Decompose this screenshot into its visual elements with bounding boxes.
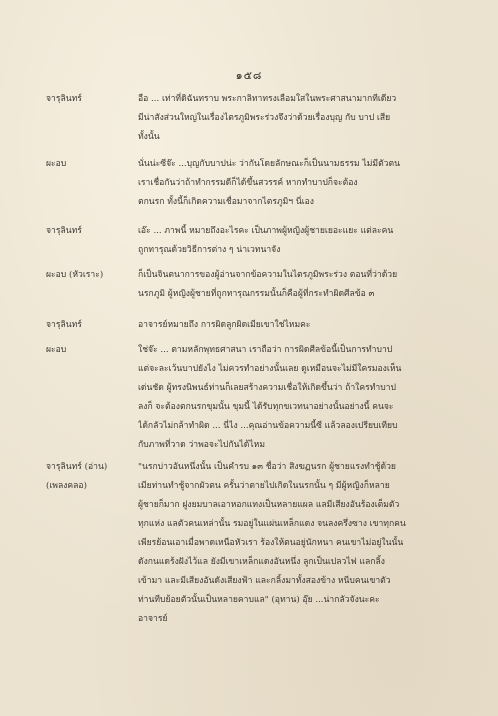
speaker-name: ผะอบ (หัวเราะ) — [46, 270, 104, 280]
speaker-name: จารุลินทร์ (อ่าน) (เพลงคลอ) — [46, 462, 108, 491]
speech-text: อาจารย์หมายถึง การผิดลูกผิดเมียเขาใช่ไหมคะ — [138, 320, 311, 330]
speaker-name: จารุลินทร์ — [46, 226, 82, 236]
speaker-name: จารุลินทร์ — [46, 320, 82, 330]
speech-text: "นรกบ่าวอันหนึ่งนั้น เป็นคำรบ ๑๓ ชื่อว่า สิงฆฏนรก ผู้ชายแรงทำชู้ด้วย เมียท่านทำชู้จากผัวตน ครั้นว่าตายไปเกิดในนรกนั้น ๆ มีผู้หญิงก็หลาย ผู้ชายก็มาก ฝูงยมบาลเอาหอกแทงเป็นหลายแผล แลมีเสียงอันร้องเต็มตัว ทุกแห่ง แลตัวคนเหล่านั้น รมอยู่ในแผ่นเหล็กแดง จนลงครึ่งซาง เขาทุกคน เพียรย้อนเอาเมื่อพาดเหนือหัวเรา ร้องให้ตนอยู่นักหนา คนเขาไม่อยู่ในนั้น ดังกนแดร้งฝังไว้แล ยังมีเขาเหล็กแดงอันหนึ่ง ลูกเป็นเปลวไฟ แลกลิ้ง เข้ามา และมีเสียงอันดังเสียงฟ้า และกลิ้งมาทั้งสองข้าง หนีบคนเขาตัว ท่านทีบย้อยตัวนั้นเป็นหลายคาบแล" (อุทาน) อุ๊ย ...น่ากลัวจังนะคะ อาจารย์ — [138, 462, 406, 624]
speech-text: อือ ... เท่าที่ดิฉันทราบ พระกาลิทาทรงเลือมใสในพระศาสนามากทีเดียว มีน่าสังส่วนใหญ่ในเรื่องไตรภูมิพระร่วงจึงว่าด้วยเรื่องบุญ กับ บาป เสีย ทั้งนั้น — [138, 94, 397, 142]
speaker-name: ผะอบ — [46, 345, 67, 355]
speech-text: ก็เป็นจินตนาการของผู้อ่านจากข้อความในไตรภูมิพระร่วง ตอนที่ว่าด้วย นรกภูมิ ผู้หญิงผู้ชายที่ถูกทารุณกรรมนั้นก็คือผู้ที่กระทำผิดศีลข้อ ๓ — [138, 270, 398, 299]
speaker-name: ผะอบ — [46, 159, 67, 169]
speaker-name: จารุลินทร์ — [46, 94, 82, 104]
speech-text: เอ๊ะ ... ภาพนี้ หมายถึงอะไรคะ เป็นภาพผู้หญิงผู้ชายเยอะแยะ แต่ละคน ถูกทารุณด้วยวิธีการต่าง ๆ น่าเวทนาจัง — [138, 226, 394, 255]
speech-text: ใช่จ๊ะ ... ตามหลักพุทธศาสนา เราถือว่า การผิดศีลข้อนี้เป็นการทำบาป แต่จะละเว้นบาปยังไง ไม่ควรทำอย่างนั้นเลย ดูเหมือนจะไม่มีใครมองเห็น เด่นชัด ผู้ทรงนิพนธ์ท่านก็เลยสร้างความเชื่อให้เกิดขึ้นว่า ถ้าใครทำบาป ลงก็ จะต้องตกนรกขุมนั้น ขุมนี้ ได้รับทุกขเวทนาอย่างนั้นอย่างนี้ คนจะ ได้กลัวไม่กล้าทำผิด ... นี่ไง ...คุณอ่านข้อความนี้ซี แล้วลองเปรียบเทียบ กับภาพที่วาด ว่าพอจะไปกันได้ไหม — [138, 345, 402, 450]
speech-text: นั่นน่ะซีจ๊ะ ...บุญกับบาปน่ะ ว่ากันโดยลักษณะก็เป็นนามธรรม ไม่มีตัวตน เราเชื่อกันว่าถ้าทำกรรมดีก็ได้ขึ้นสวรรค์ หากทำบาปก็จะต้อง ตกนรก ทั้งนี้ก็เกิดความเชื่อมาจากไตรภูมิฯ นี่เอง — [138, 159, 400, 207]
page-number: ๑๕๘ — [235, 69, 263, 82]
